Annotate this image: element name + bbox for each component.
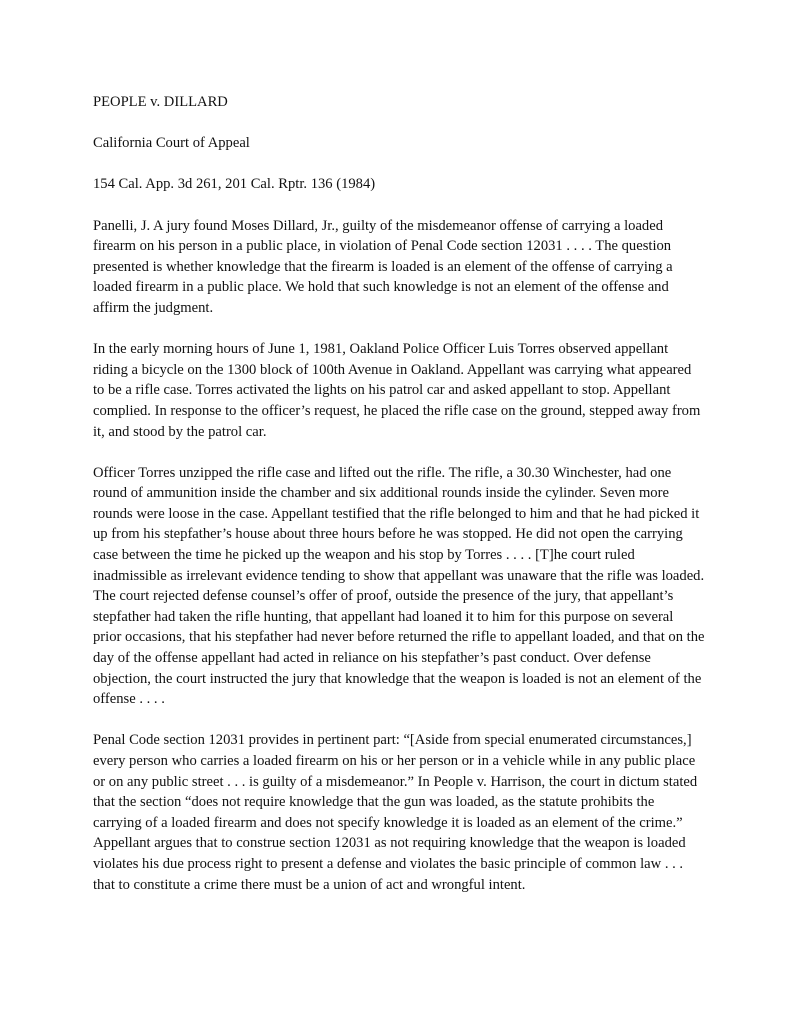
- case-title: PEOPLE v. DILLARD: [93, 94, 228, 110]
- document-body: [93, 92, 705, 916]
- opinion-paragraph: Penal Code section 12031 provides in pertinent part: “[Aside from special enumerated circumstances,] every person who carries a loaded firearm on his or her person or in a vehicle while in any public place or on any public street . . . is guilty of a misdemeanor.” In People v. Harrison, the court in dictum stated that the section “does not require knowledge that the gun was loaded, as the statute prohibits the carrying of a loaded firearm and does not specify knowledge it is loaded as an element of the crime.” Appellant argues that to construe section 12031 as not requiring knowledge that the weapon is loaded violates his due process right to present a defense and violates the basic principle of common law . . . that to constitute a crime there must be a union of act and wrongful intent.: [93, 732, 698, 893]
- case-citation: 154 Cal. App. 3d 261, 201 Cal. Rptr. 136 (1984): [93, 176, 376, 193]
- opinion-paragraph: In the early morning hours of June 1, 1981, Oakland Police Officer Luis Torres observed appellant riding a bicycle on the 1300 block of 100th Avenue in Oakland. Appellant was carrying what appeared to be a rifle case. Torres activated the lights on his patrol car and asked appellant to stop. Appellant complied. In response to the officer’s request, he placed the rifle case on the ground, stepped away from it, and stood by the patrol car.: [93, 341, 701, 440]
- opinion-paragraph: Officer Torres unzipped the rifle case and lifted out the rifle. The rifle, a 30.30 Winchester, had one round of ammunition inside the chamber and six additional rounds inside the cylinder. Seven more rounds were loose in the case. Appellant testified that the rifle belonged to him and that he had picked it up from his stepfather’s house about three hours before he was stopped. He did not open the carrying case between the time he picked up the weapon and his stop by Torres . . . . [T]he court ruled inadmissible as irrelevant evidence tending to show that appellant was unaware that the rifle was loaded. The court rejected defense counsel’s offer of proof, outside the presence of the jury, that appellant’s stepfather had taken the rifle hunting, that appellant had loaned it to him for this purpose on several prior occasions, that his stepfather had never before returned the rifle to appellant loaded, and that on the day of the offense appellant had acted in reliance on his stepfather’s past conduct. Over defense objection, the court instructed the jury that knowledge that the weapon is loaded is not an element of the offense . . . .: [93, 464, 705, 708]
- court-name: California Court of Appeal: [93, 135, 250, 152]
- opinion-paragraph: Panelli, J. A jury found Moses Dillard, Jr., guilty of the misdemeanor offense of carrying a loaded firearm on his person in a public place, in violation of Penal Code section 12031 . . . . The question presented is whether knowledge that the firearm is loaded is an element of the offense of carrying a loaded firearm in a public place. We hold that such knowledge is not an element of the offense and affirm the judgment.: [93, 217, 673, 316]
